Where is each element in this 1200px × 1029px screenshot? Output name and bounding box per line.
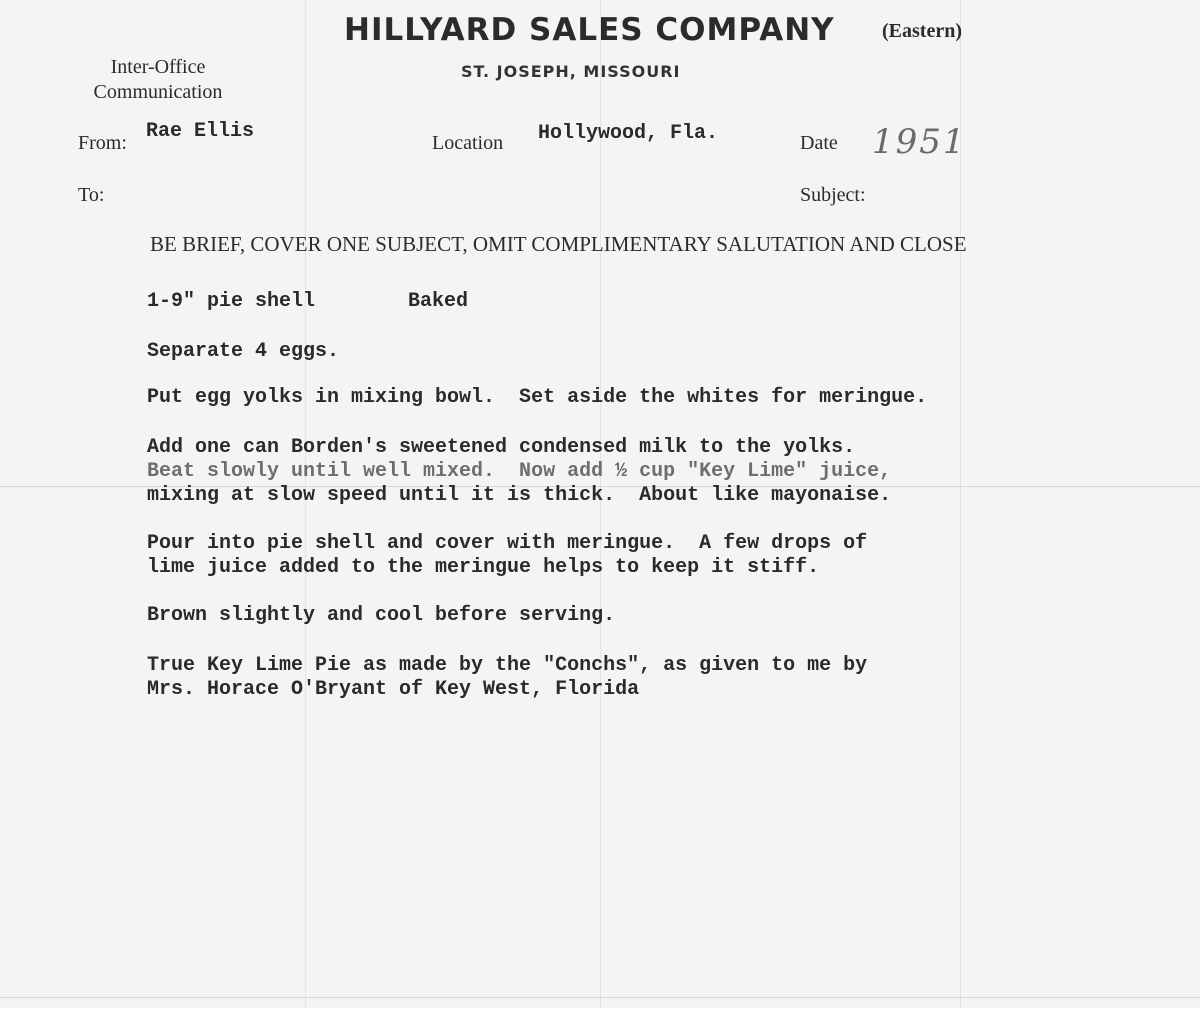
paper-crease-vertical-center: [600, 0, 601, 1029]
from-label: From:: [78, 132, 127, 154]
recipe-step-milk-line-3: mixing at slow speed until it is thick. About like mayonaise.: [147, 484, 892, 507]
recipe-step-separate: Separate 4 eggs.: [147, 340, 340, 363]
recipe-note-line-1: True Key Lime Pie as made by the "Conchs", as given to me by: [147, 654, 868, 677]
company-name: HILLYARD SALES COMPANY: [344, 12, 835, 48]
location-value: Hollywood, Fla.: [538, 122, 719, 145]
memo-type: Inter-Office Communication: [93, 56, 223, 103]
recipe-step-milk-line-1: Add one can Borden's sweetened condensed milk to the yolks.: [147, 436, 856, 459]
company-city: ST. JOSEPH, MISSOURI: [461, 62, 681, 81]
date-value: 1951: [872, 122, 967, 162]
from-value: Rae Ellis: [146, 120, 255, 143]
recipe-step-brown: Brown slightly and cool before serving.: [147, 604, 616, 627]
recipe-note-line-2: Mrs. Horace O'Bryant of Key West, Florida: [147, 678, 640, 701]
recipe-shell-item: 1-9" pie shell: [147, 290, 316, 313]
subject-label: Subject:: [800, 184, 866, 206]
date-label: Date: [800, 132, 838, 154]
recipe-step-milk-line-2: Beat slowly until well mixed. Now add ½ cup "Key Lime" juice,: [147, 460, 892, 483]
paper-bottom-edge: [0, 1008, 1200, 1029]
recipe-step-pour-line-2: lime juice added to the meringue helps to keep it stiff.: [147, 556, 820, 579]
to-label: To:: [78, 184, 105, 206]
recipe-shell-state: Baked: [408, 290, 469, 313]
location-label: Location: [432, 132, 504, 154]
company-suffix: (Eastern): [882, 20, 962, 42]
form-instruction: BE BRIEF, COVER ONE SUBJECT, OMIT COMPLIMENTARY SALUTATION AND CLOSE: [150, 232, 967, 256]
recipe-step-pour-line-1: Pour into pie shell and cover with meringue. A few drops of: [147, 532, 868, 555]
paper-crease-vertical-left: [305, 0, 306, 1029]
recipe-step-yolks: Put egg yolks in mixing bowl. Set aside the whites for meringue.: [147, 386, 928, 409]
